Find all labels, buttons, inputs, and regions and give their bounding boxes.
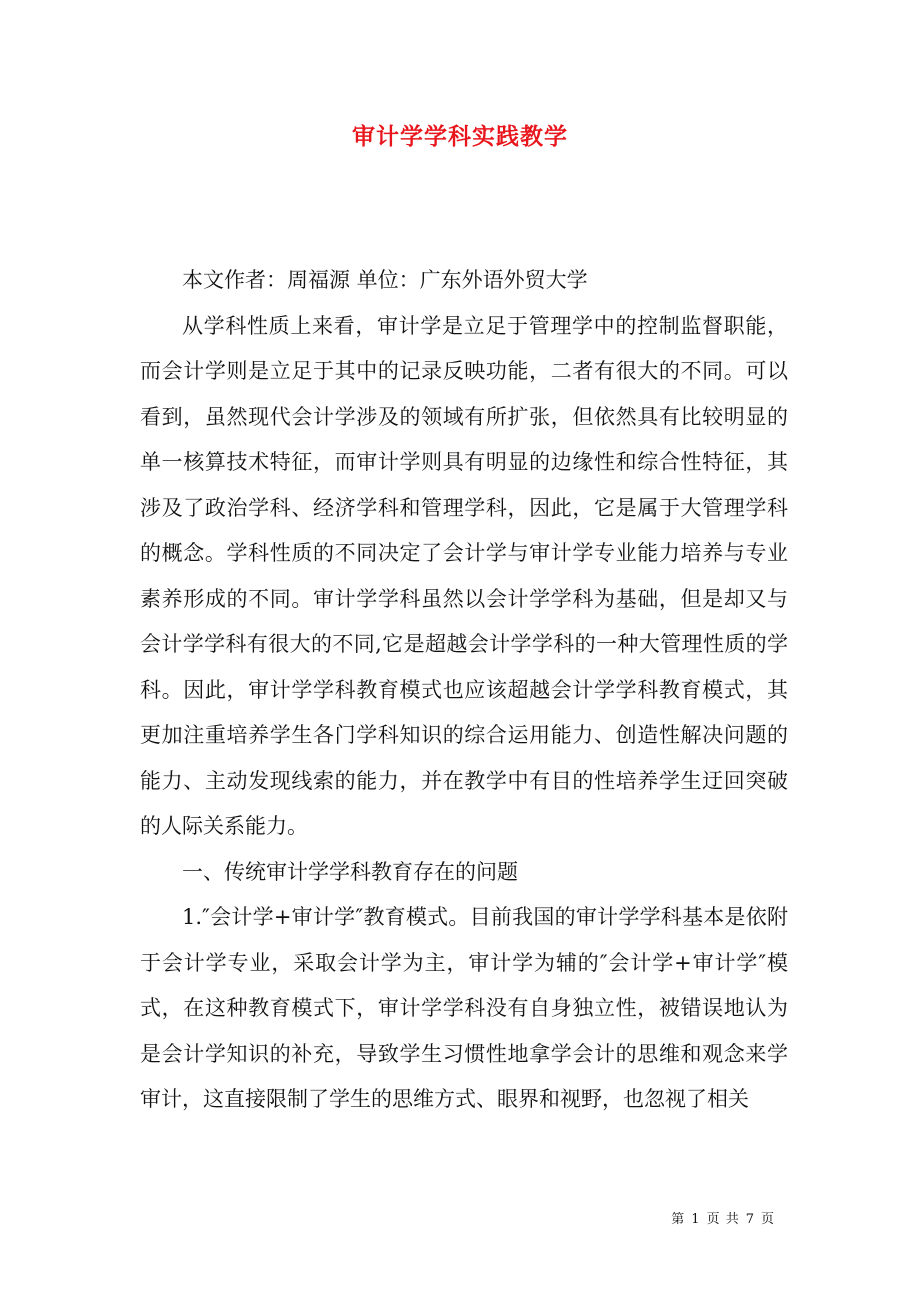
page-number: 1 <box>691 1212 701 1227</box>
author-line: 本文作者：周福源 单位：广东外语外贸大学 <box>182 268 588 292</box>
document-title: 审计学学科实践教学 <box>352 123 568 150</box>
paragraph: 1.″会计学+审计学″教育模式。目前我国的审计学学科基本是依附于会计学专业，采取会计学为主，审计学为辅的″会计学+审计学″模式，在这种教育模式下，审计学学科没有自身独立性，被错误地认为是会计学知识的补充，导致学生习惯性地拿学会计的思维和观念来学审计，这直接限制了学生的思维方式、眼界和视野，也忽视了相关 <box>140 905 788 1111</box>
footer-middle: 页 共 <box>706 1212 740 1227</box>
section-heading: 一、传统审计学学科教育存在的问题 <box>182 859 518 884</box>
document-body <box>140 258 788 1123</box>
footer-prefix: 第 <box>671 1212 686 1227</box>
page-total: 7 <box>745 1212 755 1227</box>
page-footer <box>668 1208 778 1227</box>
paragraph: 从学科性质上来看，审计学是立足于管理学中的控制监督职能，而会计学则是立足于其中的记录反映功能，二者有很大的不同。可以看到，虽然现代会计学涉及的领域有所扩张，但依然具有比较明显的单一核算技术特征，而审计学则具有明显的边缘性和综合性特征，其涉及了政治学科、经济学科和管理学科，因此，它是属于大管理学科的概念。学科性质的不同决定了会计学与审计学专业能力培养与专业素养形成的不同。审计学学科虽然以会计学学科为基础，但是却又与会计学学科有很大的不同,它是超越会计学学科的一种大管理性质的学科。因此，审计学学科教育模式也应该超越会计学学科教育模式，其更加注重培养学生各门学科知识的综合运用能力、创造性解决问题的能力、主动发现线索的能力，并在教学中有目的性培养学生迂回突破的人际关系能力。 <box>140 313 788 838</box>
footer-suffix: 页 <box>760 1212 775 1227</box>
